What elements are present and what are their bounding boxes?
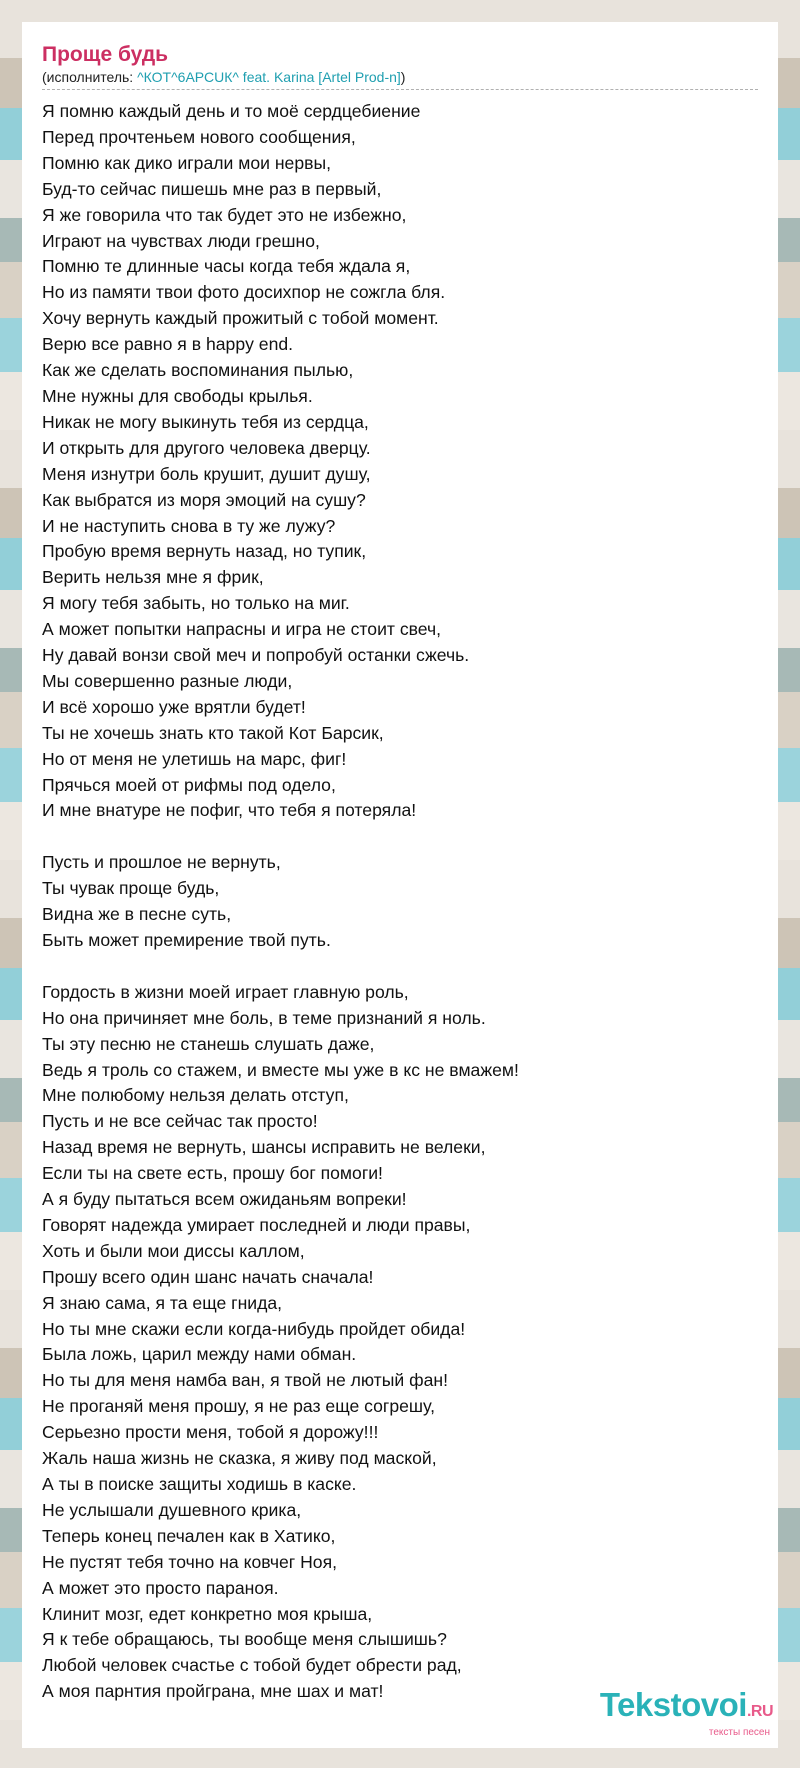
lyrics-line: Но из памяти твои фото досихпор не сожгла бля. (42, 282, 446, 303)
lyrics-line: Помню те длинные часы когда тебя ждала я, (42, 256, 411, 277)
lyrics-line: Я помню каждый день и то моё сердцебиение (42, 101, 421, 121)
lyrics-line: Играют на чувствах люди грешно, (42, 230, 320, 251)
lyrics-line: Но ты для меня намба ван, я твой не лютый фан! (42, 1370, 448, 1391)
lyrics-line: Перед прочтеньем нового сообщения, (42, 126, 356, 147)
lyrics-line: Назад время не вернуть, шансы исправить не велеки, (42, 1137, 486, 1158)
lyrics-line: Ты эту песню не станешь слушать даже, (42, 1033, 375, 1054)
lyrics-line: Я знаю сама, я та еще гнида, (42, 1292, 283, 1313)
lyrics-line: Не услышали душевного крика, (42, 1499, 302, 1520)
lyrics-line: Пусть и не все сейчас так просто! (42, 1111, 318, 1132)
lyrics-line: Я к тебе обращаюсь, ты вообще меня слышишь? (42, 1629, 447, 1650)
lyrics-line: Ведь я троль со стажем, и вместе мы уже в кс не вмажем! (42, 1059, 519, 1080)
lyrics-line: Буд-то сейчас пишешь мне раз в первый, (42, 178, 382, 199)
lyrics-line: А моя парнтия пройграна, мне шах и мат! (42, 1681, 384, 1702)
lyrics-line: А ты в поиске защиты ходишь в каске. (42, 1474, 357, 1494)
artist-line (42, 68, 758, 90)
lyrics-line: Но ты мне скажи если когда-нибудь пройдет обида! (42, 1318, 466, 1339)
lyrics-line: Как же сделать воспоминания пылью, (42, 360, 354, 381)
song-title: Проще будь (42, 43, 169, 66)
lyrics-line: И открыть для другого человека дверцу. (42, 437, 371, 458)
lyrics-line: Любой человек счастье с тобой будет обрести рад, (42, 1655, 462, 1676)
lyrics-line: Пробую время вернуть назад, но тупик, (42, 541, 367, 562)
lyrics-line: Ты не хочешь знать кто такой Кот Барсик, (42, 722, 384, 743)
lyrics-blank-line (42, 824, 758, 850)
lyrics-line: Верю все равно я в happy end. (42, 334, 294, 355)
lyrics-line: Не пустят тебя точно на ковчег Ноя, (42, 1551, 337, 1572)
lyrics-line: А может попытки напрасны и игра не стоит свеч, (42, 619, 442, 640)
lyrics-line: Пусть и прошлое не вернуть, (42, 852, 281, 873)
lyrics-line: Прошу всего один шанс начать сначала! (42, 1266, 374, 1287)
lyrics-line: Не проганяй меня прошу, я не раз еще согрешу, (42, 1396, 435, 1417)
logo-tagline: тексты песен (708, 1727, 770, 1738)
lyrics-card (22, 22, 778, 1748)
lyrics-line: Прячься моей от рифмы под одело, (42, 774, 336, 795)
lyrics-line: Жаль наша жизнь не сказка, я живу под маской, (42, 1448, 437, 1469)
lyrics-line: Помню как дико играли мои нервы, (42, 152, 331, 173)
lyrics-line: Меня изнутри боль крушит, душит душу, (42, 463, 371, 484)
lyrics-line: Гордость в жизни моей играет главную роль, (42, 981, 409, 1002)
artist-suffix: ) (400, 69, 406, 85)
lyrics-line: Видна же в песне суть, (42, 904, 232, 925)
lyrics-line: А может это просто параноя. (42, 1577, 279, 1598)
lyrics-line: Хочу вернуть каждый прожитый с тобой момент. (42, 308, 439, 329)
lyrics-line: И мне внатуре не пофиг, что тебя я потеряла! (42, 800, 417, 821)
lyrics-line: Верить нельзя мне я фрик, (42, 567, 264, 588)
lyrics-line: Но от меня не улетишь на марс, фиг! (42, 748, 347, 769)
lyrics-line: Ты чувак проще будь, (42, 878, 220, 899)
lyrics-line: Говорят надежда умирает последней и люди правы, (42, 1214, 471, 1235)
lyrics-line: Хоть и были мои диссы каллом, (42, 1240, 305, 1261)
lyrics-line: Ну давай вонзи свой меч и попробуй останки сжечь. (42, 645, 470, 666)
artist-link[interactable]: ^КОТ^6АРСUК^ feat. Karina [Artel Prod-n] (137, 69, 401, 85)
lyrics-line: И не наступить снова в ту же лужу? (42, 515, 336, 536)
artist-prefix: (исполнитель: (42, 69, 138, 85)
site-logo[interactable] (599, 1686, 773, 1738)
lyrics-line: Я же говорила что так будет это не избежно, (42, 204, 407, 225)
lyrics-line: Но она причиняет мне боль, в теме признаний я ноль. (42, 1007, 486, 1028)
lyrics-line: Как выбратся из моря эмоций на сушу? (42, 489, 366, 510)
lyrics-line: Серьезно прости меня, тобой я дорожу!!! (42, 1422, 379, 1443)
lyrics-line: А я буду пытаться всем ожиданьям вопреки! (42, 1189, 407, 1210)
lyrics-line: Мне нужны для свободы крылья. (42, 385, 313, 406)
lyrics-line: Я могу тебя забыть, но только на миг. (42, 593, 350, 614)
lyrics-line: Быть может премирение твой путь. (42, 929, 331, 950)
lyrics-line: Мы совершенно разные люди, (42, 670, 293, 691)
lyrics-line: Клинит мозг, едет конкретно моя крыша, (42, 1603, 373, 1624)
lyrics-line: Мне полюбому нельзя делать отступ, (42, 1085, 349, 1106)
lyrics-line: Теперь конец печален как в Хатико, (42, 1525, 336, 1546)
lyrics-line: Если ты на свете есть, прошу бог помоги! (42, 1163, 383, 1184)
lyrics-line: Была ложь, царил между нами обман. (42, 1344, 357, 1365)
logo-tld: .RU (746, 1703, 773, 1720)
logo-name: Tekstovoi (599, 1686, 747, 1723)
lyrics-line: И всё хорошо уже врятли будет! (42, 696, 306, 717)
lyrics-line: Никак не могу выкинуть тебя из сердца, (42, 411, 369, 432)
lyrics-text (42, 99, 758, 1705)
lyrics-blank-line (42, 954, 758, 980)
